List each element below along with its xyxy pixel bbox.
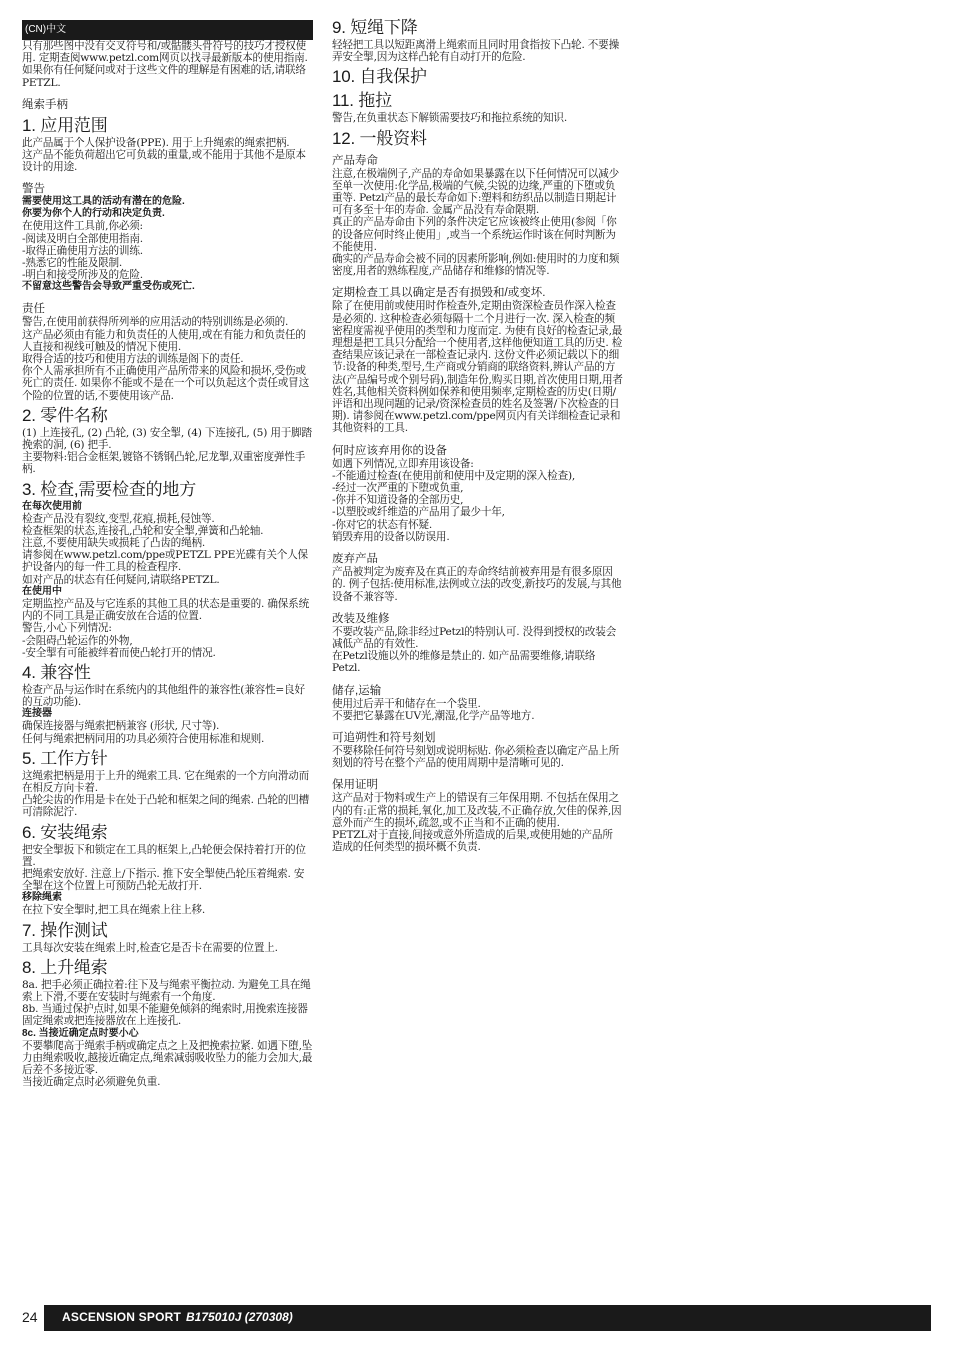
paragraph: 凸轮尖齿的作用是卡在处于凸轮和框架之间的绳索. 凸轮的凹槽可清除泥泞. bbox=[22, 794, 309, 819]
subsection-title: 可追朔性和符号刻划 bbox=[332, 731, 436, 744]
paragraph: 你个人需承担所有不正确使用产品所带来的风险和损坏,受伤或死亡的责任. 如果你不能或不是在一个可以负起这个责任或冒这个险的位置的话,不要使用该产品. bbox=[22, 365, 309, 402]
page-number: 24 bbox=[22, 1309, 38, 1325]
paragraph: 当接近确定点时必须避免负重. bbox=[22, 1076, 161, 1089]
warning-line: 在使用这件工具前,你必须: bbox=[22, 220, 143, 233]
warning-line: -明白和接受所涉及的危险. bbox=[22, 269, 143, 282]
responsibility-title: 责任 bbox=[22, 303, 45, 316]
subheading: 在每次使用前 bbox=[22, 500, 82, 512]
warning-line: -阅读及明白全部使用指南. bbox=[22, 232, 143, 245]
paragraph: 把安全掣扳下和锁定在工具的框架上,凸轮便会保持着打开的位置. bbox=[22, 843, 306, 868]
section-title: 4. 兼容性 bbox=[22, 662, 91, 682]
paragraph: -会阻碍凸轮运作的外物, bbox=[22, 634, 133, 647]
paragraph: 确保连接器与绳索把柄兼容 (形状, 尺寸等). bbox=[22, 720, 220, 733]
paragraph: 轻轻把工具以短距离滑上绳索而且同时用食指按下凸轮. 不要操弄安全掣,因为这样凸轮有自动打开的危险. bbox=[332, 39, 619, 64]
paragraph: 确实的产品寿命会被不同的因素所影响,例如:使用时的力度和频密度,用者的熟练程度,产品储存和维修的情况等. bbox=[332, 253, 620, 278]
warning-line: -熟悉它的性能及限制. bbox=[22, 257, 123, 270]
left-column bbox=[22, 20, 313, 1088]
paragraph: 注意,不要使用缺失或损耗了凸齿的绳柄. bbox=[22, 537, 206, 550]
language-bar: (CN)中文 bbox=[22, 20, 313, 40]
warning-bold: 你要为你个人的行动和决定负责. bbox=[22, 208, 165, 220]
section-title: 3. 检查,需要检查的地方 bbox=[22, 479, 197, 499]
paragraph: 8a. 把手必须正确拉着:往下及与绳索平衡拉动. 为避免工具在绳索上下滑,不要在安装时与绳索有一个角度. bbox=[22, 978, 311, 1003]
paragraph: 在Petzl设施以外的维修是禁止的. 如产品需要维修,请联络Petzl. bbox=[332, 650, 596, 675]
paragraph: 把绳索安放好. 注意上/下指示. 推下安全掣使凸轮压着绳索. 安全掣在这个位置上可预防凸轮无故打开. bbox=[22, 867, 305, 893]
section-title: 12. 一般资料 bbox=[332, 128, 427, 148]
section-title: 8. 上升绳索 bbox=[22, 957, 108, 977]
section-title: 1. 应用范围 bbox=[22, 115, 108, 135]
subsection-title: 废弃产品 bbox=[332, 553, 378, 566]
paragraph: 不要攀爬高于绳索手柄或确定点之上及把挽索拉紧. 如遇下堕,坠力由绳索吸收,越接近确定点,绳索减弱吸收坠力的能力会加大,最后差不多接近零. bbox=[22, 1039, 313, 1076]
paragraph: 这产品必须由有能力和负责任的人使用,或在有能力和负责任的人直接和视线可触及的情况下使用. bbox=[22, 328, 306, 353]
subheading: 8c. 当接近确定点时要小心 bbox=[22, 1027, 139, 1039]
subsection-title: 储存,运输 bbox=[332, 684, 382, 697]
subsection-title: 定期检查工具以确定是否有损毁和/或变坏. bbox=[332, 287, 546, 300]
right-column bbox=[332, 20, 623, 853]
paragraph: -你对它的状态有怀疑. bbox=[332, 518, 433, 531]
paragraph: 在拉下安全掣时,把工具在绳索上往上移. bbox=[22, 904, 206, 917]
paragraph: 不要移除任何符号刻划或说明标贴. 你必须检查以确定产品上所刻划的符号在整个产品的使用周期中是清晰可见的. bbox=[332, 744, 619, 770]
paragraph: 真正的产品寿命由下列的条件决定它应该被终止使用(参阅「你的设备应何时终止使用」,或当一个系统运作时该在何时判断为不能使用. bbox=[332, 216, 617, 253]
paragraph: 警告,在负重状态下解锁需要技巧和拖拉系统的知识. bbox=[332, 112, 567, 125]
paragraph: 如遇下列情况,立即弃用该设备: bbox=[332, 457, 474, 470]
warning-title: 警告 bbox=[22, 183, 45, 196]
paragraph: 请参阅在www.petzl.com/ppe或PETZL PPE光碟有关个人保护设备内的每一件工具的检查程序. bbox=[22, 549, 308, 574]
paragraph: 主要物料:铝合金框架,镀铬不锈钢凸轮,尼龙掣,双重密度弹性手柄. bbox=[22, 451, 306, 476]
subsection-title: 保用证明 bbox=[332, 779, 378, 792]
intro-paragraph: 只有那些图中没有交叉符号和/或骷髅头骨符号的技巧才授权使用. 定期查阅www.petzl.com网页以找寻最新版本的使用指南. bbox=[22, 40, 308, 65]
subheading: 移除绳索 bbox=[22, 892, 62, 904]
warning-line: -取得正确使用方法的训练. bbox=[22, 244, 143, 257]
paragraph: 工具每次安装在绳索上时,检查它是否卡在需要的位置上. bbox=[22, 941, 278, 954]
subheading: 在使用中 bbox=[22, 585, 62, 597]
paragraph: PETZL对于直接,间接或意外所造成的后果,或使用她的产品所造成的任何类型的损坏概不负责. bbox=[332, 828, 613, 854]
subheading: 连接器 bbox=[22, 708, 52, 720]
paragraph: 不要改装产品,除非经过Petzl的特别认可. 没得到授权的改装会减低产品的有效性. bbox=[332, 625, 617, 650]
paragraph: 取得合适的技巧和使用方法的训练是阁下的责任. bbox=[22, 353, 244, 366]
paragraph: 如对产品的状态有任何疑问,请联络PETZL. bbox=[22, 573, 220, 586]
product-type: 绳索手柄 bbox=[22, 98, 68, 111]
paragraph: 定期监控产品及与它连系的其他工具的状态是重要的. 确保系统内的不同工具是正确安放在合适的位置. bbox=[22, 597, 309, 623]
footer-bar bbox=[44, 1305, 931, 1331]
section-title: 5. 工作方针 bbox=[22, 748, 108, 768]
paragraph: 产品被判定为废弃及在真正的寿命终结前被弃用是有很多原因的. 例子包括:使用标准,法例或立法的改变,新技巧的发展,与其他设备不兼容等. bbox=[332, 566, 622, 603]
paragraph: 检查产品与运作时在系统内的其他组件的兼容性(兼容性=良好的互动功能). bbox=[22, 683, 305, 709]
paragraph: 这绳索把柄是用于上升的绳索工具. 它在绳索的一个方向滑动而在相反方向卡着. bbox=[22, 769, 309, 794]
footer-product-name: ASCENSION SPORT bbox=[62, 1310, 182, 1324]
paragraph: 任何与绳索把柄同用的功具必须符合使用标准和规则. bbox=[22, 732, 265, 745]
paragraph: 这产品不能负荷超出它可负载的重量,或不能用于其他不是原本设计的用途. bbox=[22, 149, 306, 174]
paragraph: 不要把它暴露在UV光,潮湿,化学产品等地方. bbox=[332, 709, 535, 722]
subsection-title: 改装及维修 bbox=[332, 612, 390, 625]
section-title: 9. 短绳下降 bbox=[332, 18, 418, 37]
footer-reference: B175010J (270308) bbox=[186, 1310, 293, 1324]
paragraph: -你并不知道设备的全部历史, bbox=[332, 494, 464, 507]
paragraph: 警告,小心下列情况: bbox=[22, 622, 112, 635]
paragraph: 8b. 当通过保护点时,如果不能避免倾斜的绳索时,用挽索连接器固定绳索或把连接器放在上连接孔. bbox=[22, 1003, 308, 1028]
paragraph: -经过一次严重的下堕或负重, bbox=[332, 482, 464, 495]
paragraph: -安全掣有可能被绊着而使凸轮打开的情况. bbox=[22, 646, 216, 659]
paragraph: 此产品属于个人保护设备(PPE). 用于上升绳索的绳索把柄. bbox=[22, 136, 290, 149]
subsection-title: 产品寿命 bbox=[332, 154, 378, 167]
section-title: 2. 零件名称 bbox=[22, 405, 108, 425]
paragraph: -以塑胶或纤维造的产品用了最少十年, bbox=[332, 506, 505, 519]
warning-end: 不留意这些警告会导致严重受伤或死亡. bbox=[22, 281, 195, 293]
paragraph: (1) 上连接孔, (2) 凸轮, (3) 安全掣, (4) 下连接孔, (5) 用于脚踏挽索的洞, (6) 把手. bbox=[22, 426, 312, 452]
section-title: 6. 安装绳索 bbox=[22, 822, 108, 842]
paragraph: 检查产品没有裂纹,变型,花痕,损耗,侵蚀等. bbox=[22, 512, 215, 525]
paragraph: 除了在使用前或使用时作检查外,定期由资深检查员作深入检查是必须的. 这种检查必须每隔十二个月进行一次. 深入检查的频密程度需视乎使用的类型和力度而定. 为使有良好的检查记录,最理想是把工具只分配给一个使用者,这样他便知道工具的历史. 检查结果应该记录在一部检查记录内. 这份文件必须记载以下的细节:设备的种类,型号,生产商或分销商的联络资料,辨认产品的方法(产品编号或个别号码),制造年份,购买日期,首次使用日期,用者姓名,其他相关资料例如保养和使用频率,定期检查的历史(日期/评语和出现问题的记录/资深检查员的姓名及签署/下次检查的日期). 请参阅在www.petzl.com/ppe网页内有关详细检查记录和其他资料的工具. bbox=[332, 300, 623, 435]
paragraph: 警告,在使用前获得所列举的应用活动的特别训练是必须的. bbox=[22, 316, 289, 329]
paragraph: 销毁弃用的设备以防误用. bbox=[332, 530, 450, 543]
section-title: 10. 自我保护 bbox=[332, 67, 427, 87]
paragraph: 检查框架的状态,连接孔,凸轮和安全掣,弹簧和凸轮轴. bbox=[22, 524, 264, 537]
warning-bold: 需要使用这工具的活动有潜在的危险. bbox=[22, 196, 185, 208]
section-title: 7. 操作测试 bbox=[22, 920, 108, 940]
paragraph: 这产品对于物料或生产上的错误有三年保用期. 不包括在保用之内的有:正常的损耗,氧化,加工及改装,不正确存放,欠佳的保养,因意外而产生的损坏,疏忽,或不正当和不正确的使用. bbox=[332, 792, 622, 829]
intro-paragraph: 如果你有任何疑问或对于这些文件的理解是有困难的话,请联络PETZL. bbox=[22, 64, 306, 89]
section-title: 11. 拖拉 bbox=[332, 91, 392, 111]
paragraph: -不能通过检查(在使用前和使用中及定期的深入检查), bbox=[332, 469, 576, 482]
paragraph: 注意,在极端例子,产品的寿命如果暴露在以下任何情况可以减少至单一次使用:化学品,极端的气候,尖锐的边缘,严重的下堕或负重等. Petzl产品的最长寿命如下:塑料和纺织品以制造日期起计可有多至十年的寿命. 金属产品没有寿命限期. bbox=[332, 167, 619, 217]
paragraph: 使用过后弄干和储存在一个袋里. bbox=[332, 697, 481, 710]
subsection-title: 何时应该弃用你的设备 bbox=[332, 444, 447, 457]
